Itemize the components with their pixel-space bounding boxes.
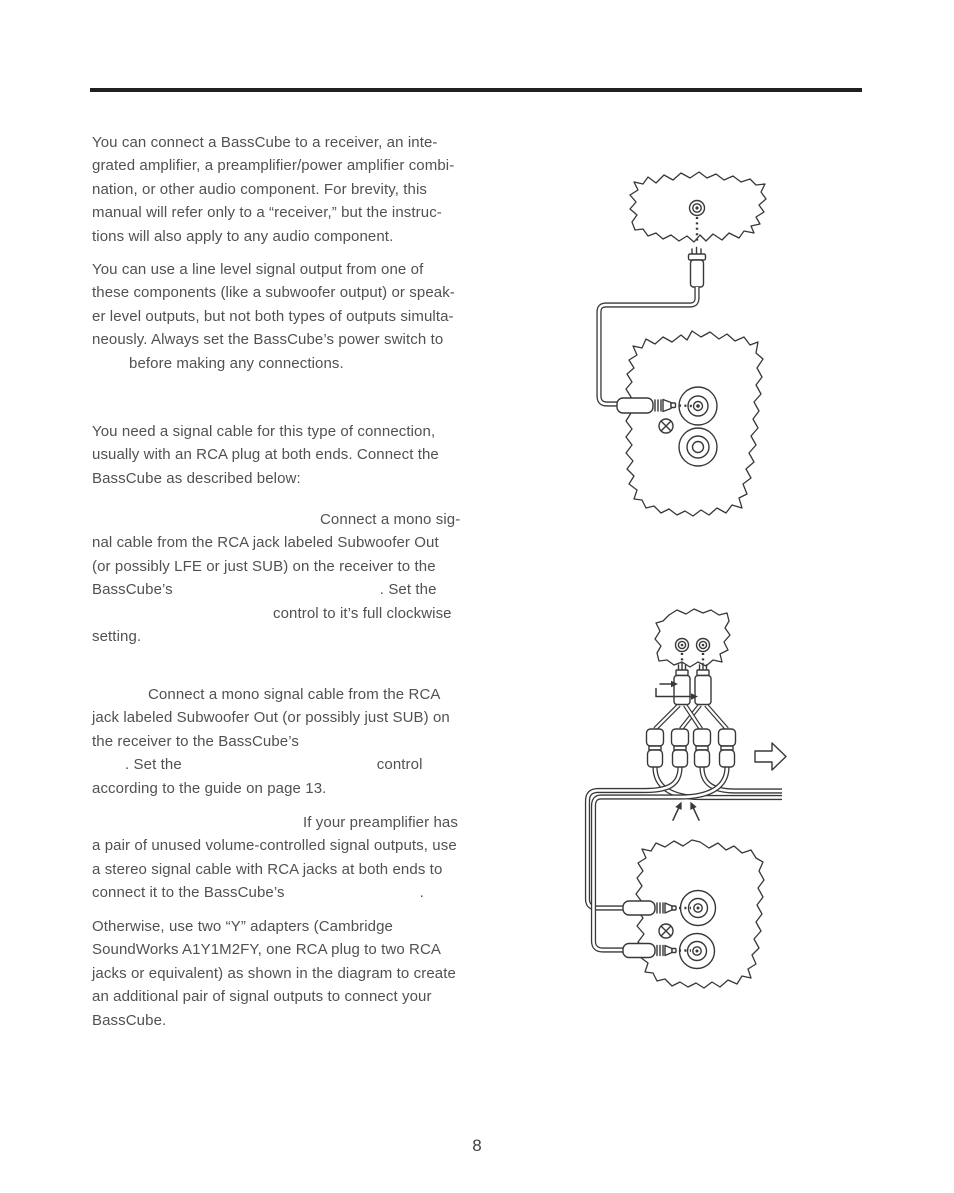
single-rca-connection-diagram	[560, 165, 880, 525]
screw-icon	[659, 419, 673, 433]
text-line: Connect a mono signal cable from the RCA	[148, 686, 441, 703]
preamp-torn-panel	[655, 609, 730, 667]
text-line: (or possibly LFE or just SUB) on the receiver to the	[92, 557, 436, 575]
rca-coupler-icon	[719, 729, 736, 767]
rca-coupler-icon	[672, 729, 689, 767]
text-line: er level outputs, but not both types of outputs simulta-	[92, 307, 454, 325]
text-line: nation, or other audio component. For brevity, this	[92, 180, 427, 198]
text-line: BassCube as described below:	[92, 469, 301, 487]
text-line: a stereo signal cable with RCA jacks at both ends to	[92, 860, 443, 878]
paragraph-4	[92, 508, 487, 648]
dotted-connection-line	[679, 406, 692, 407]
paragraph-3	[92, 420, 487, 490]
text-line: grated amplifier, a preamplifier/power amplifier combi-	[92, 157, 455, 175]
text-line: before making any connections.	[129, 354, 344, 372]
text-line: nal cable from the RCA jack labeled Subwoofer Out	[92, 534, 439, 552]
crossing-point-arrow-icon	[670, 800, 685, 822]
basscube-torn-panel	[625, 331, 763, 516]
text-line: tions will also apply to any audio component.	[92, 227, 394, 245]
rca-coupler-icon	[694, 729, 711, 767]
text-line: You can connect a BassCube to a receiver, an inte-	[92, 134, 438, 151]
y-adapter-icon	[695, 664, 711, 705]
text-line: jack labeled Subwoofer Out (or possibly just SUB) on	[92, 709, 450, 727]
text-line: SoundWorks A1Y1M2FY, one RCA plug to two RCA	[92, 941, 442, 959]
paragraph-6	[92, 811, 487, 905]
text-line: . Set the control	[125, 756, 423, 774]
paragraph-1	[92, 131, 487, 248]
text-line: neously. Always set the BassCube’s power switch to	[92, 331, 444, 349]
text-line: according to the guide on page 13.	[92, 779, 327, 797]
rca-plug-icon	[617, 398, 676, 413]
rca-coupler-icon	[647, 729, 664, 767]
wire-split	[655, 705, 727, 729]
y-adapter-connection-diagram	[570, 600, 900, 1010]
text-line: setting.	[92, 627, 142, 645]
text-line: the receiver to the BassCube’s	[92, 732, 300, 750]
to-amplifier-arrow-icon	[755, 743, 786, 770]
paragraph-5	[92, 683, 487, 800]
text-line: Otherwise, use two “Y” adapters (Cambridge	[92, 918, 393, 935]
basscube-torn-panel	[636, 840, 764, 988]
text-line: an additional pair of signal outputs to connect your	[92, 988, 432, 1006]
paragraph-7	[92, 915, 487, 1032]
paragraph-2	[92, 258, 487, 375]
screw-icon	[659, 924, 673, 938]
text-line: Connect a mono sig-	[320, 511, 461, 528]
text-line: You need a signal cable for this type of connection,	[92, 423, 436, 440]
text-line: control to it’s full clockwise	[273, 604, 452, 622]
text-line: a pair of unused volume-controlled signal outputs, use	[92, 837, 457, 855]
text-line: usually with an RCA plug at both ends. Connect the	[92, 446, 439, 464]
text-line: You can use a line level signal output from one of	[92, 261, 424, 278]
body-text-column	[92, 0, 487, 1100]
text-line: these components (like a subwoofer output) or speak-	[92, 284, 455, 302]
text-line: BassCube.	[92, 1011, 167, 1029]
text-line: jacks or equivalent) as shown in the diagram to create	[92, 964, 456, 982]
rca-plug-icon	[689, 248, 706, 288]
text-line: BassCube’s . Set the	[92, 581, 437, 599]
text-line: manual will refer only to a “receiver,” but the instruc-	[92, 204, 442, 222]
page-number: 8	[472, 1136, 482, 1155]
text-line: If your preamplifier has	[303, 814, 458, 831]
crossing-point-arrow-icon	[687, 800, 702, 822]
text-line: connect it to the BassCube’s .	[92, 884, 424, 902]
